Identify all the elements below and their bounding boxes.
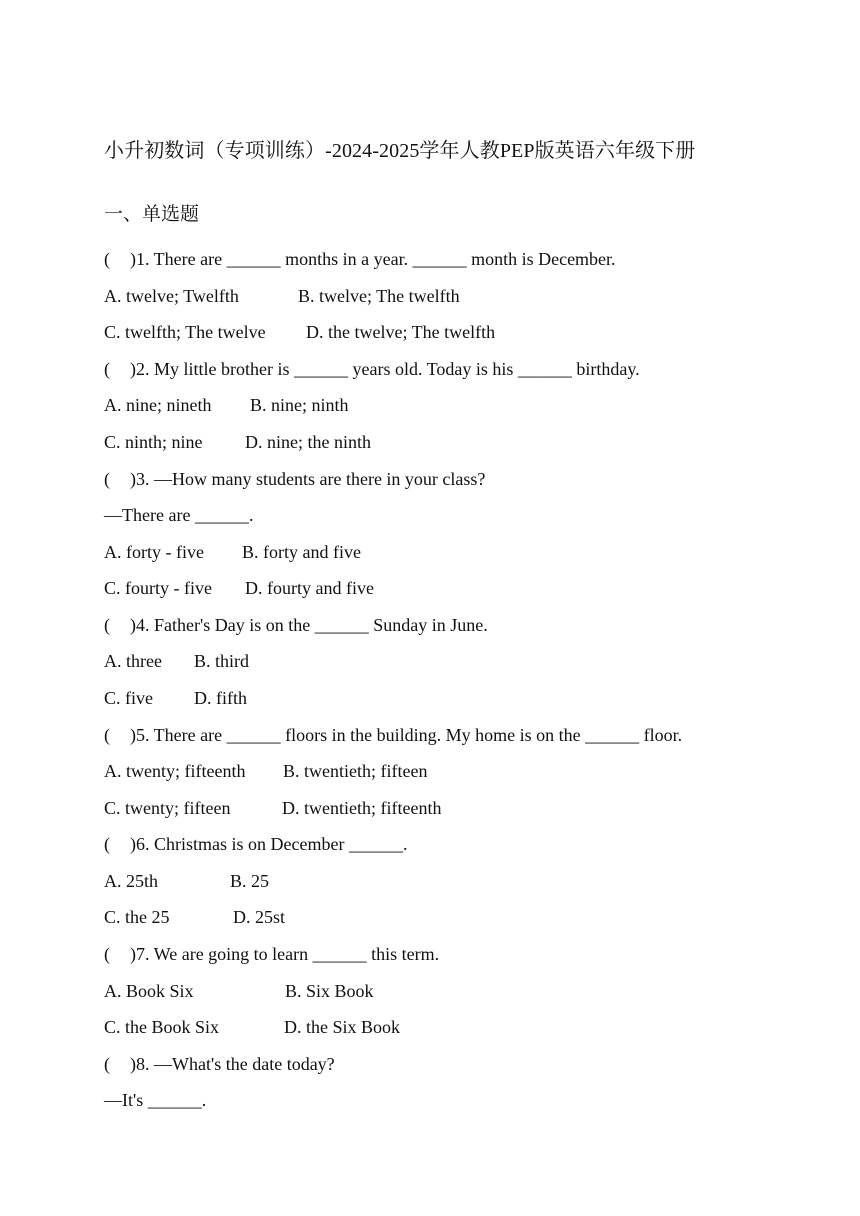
option-d: D. fifth xyxy=(194,688,247,708)
question-7-options-ab xyxy=(104,979,374,1003)
answer-paren: ( xyxy=(104,615,110,635)
option-a: A. 25th xyxy=(104,871,158,891)
option-c: C. ninth; nine xyxy=(104,432,203,452)
option-d: D. fourty and five xyxy=(245,578,374,598)
option-d: D. nine; the ninth xyxy=(245,432,371,452)
question-4-options-cd xyxy=(104,686,247,710)
option-a: A. three xyxy=(104,651,162,671)
option-c: C. fourty - five xyxy=(104,578,212,598)
question-2-options-ab xyxy=(104,393,349,417)
option-b: B. Six Book xyxy=(285,981,374,1001)
option-c: C. the 25 xyxy=(104,907,170,927)
option-b: B. twelve; The twelfth xyxy=(298,286,460,306)
question-3-answer-line: —There are ______. xyxy=(104,505,254,525)
question-5-stem xyxy=(104,723,682,747)
option-d: D. 25st xyxy=(233,907,286,927)
answer-paren: ( xyxy=(104,469,110,489)
option-b: B. forty and five xyxy=(242,542,361,562)
question-3-options-ab xyxy=(104,540,361,564)
option-a: A. twenty; fifteenth xyxy=(104,761,246,781)
question-text: )5. There are ______ floors in the building. My home is on the ______ floor. xyxy=(130,725,683,745)
option-c: C. twelfth; The twelve xyxy=(104,322,266,342)
question-text: )7. We are going to learn ______ this term. xyxy=(130,944,440,964)
question-5-options-cd xyxy=(104,796,441,820)
answer-paren: ( xyxy=(104,249,110,269)
question-text: )3. —How many students are there in your class? xyxy=(130,469,486,489)
option-b: B. nine; ninth xyxy=(250,395,349,415)
question-3-options-cd xyxy=(104,576,374,600)
option-d: D. the twelve; The twelfth xyxy=(306,322,496,342)
question-text: )8. —What's the date today? xyxy=(130,1054,335,1074)
question-text: )6. Christmas is on December ______. xyxy=(130,834,408,854)
option-c: C. five xyxy=(104,688,153,708)
question-6-stem xyxy=(104,832,407,856)
question-text: )1. There are ______ months in a year. ______ month is December. xyxy=(130,249,616,269)
question-6-options-ab xyxy=(104,869,269,893)
question-8-stem xyxy=(104,1052,335,1076)
question-1-options-ab xyxy=(104,284,460,308)
answer-paren: ( xyxy=(104,359,110,379)
question-4-options-ab xyxy=(104,649,249,673)
option-b: B. third xyxy=(194,651,250,671)
question-5-options-ab xyxy=(104,759,427,783)
question-1-options-cd xyxy=(104,320,495,344)
question-7-stem xyxy=(104,942,439,966)
option-b: B. 25 xyxy=(230,871,270,891)
option-b: B. twentieth; fifteen xyxy=(283,761,428,781)
question-2-options-cd xyxy=(104,430,371,454)
option-c: C. the Book Six xyxy=(104,1017,220,1037)
question-3-stem xyxy=(104,467,485,491)
option-d: D. the Six Book xyxy=(284,1017,401,1037)
answer-paren: ( xyxy=(104,944,110,964)
question-2-stem xyxy=(104,357,640,381)
answer-paren: ( xyxy=(104,1054,110,1074)
question-text: )2. My little brother is ______ years old. Today is his ______ birthday. xyxy=(130,359,640,379)
option-a: A. nine; nineth xyxy=(104,395,212,415)
document-title: 小升初数词（专项训练）-2024-2025学年人教PEP版英语六年级下册 xyxy=(104,140,696,162)
answer-paren: ( xyxy=(104,834,110,854)
option-c: C. twenty; fifteen xyxy=(104,798,231,818)
question-1-stem xyxy=(104,247,616,271)
question-6-options-cd xyxy=(104,905,285,929)
question-7-options-cd xyxy=(104,1015,400,1039)
option-a: A. Book Six xyxy=(104,981,194,1001)
option-a: A. forty - five xyxy=(104,542,204,562)
option-d: D. twentieth; fifteenth xyxy=(282,798,442,818)
question-4-stem xyxy=(104,613,488,637)
section-heading: 一、单选题 xyxy=(104,204,200,225)
option-a: A. twelve; Twelfth xyxy=(104,286,239,306)
answer-paren: ( xyxy=(104,725,110,745)
question-text: )4. Father's Day is on the ______ Sunday in June. xyxy=(130,615,488,635)
question-8-answer-line: —It's ______. xyxy=(104,1090,207,1110)
